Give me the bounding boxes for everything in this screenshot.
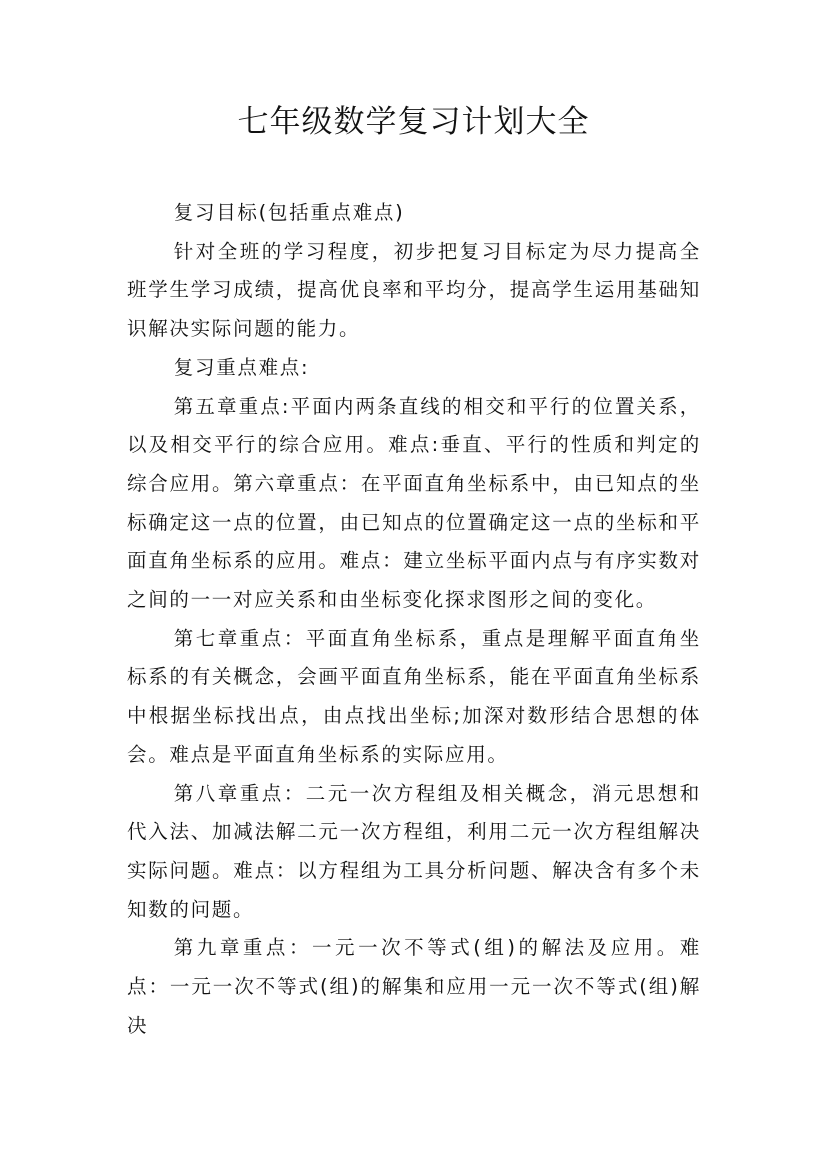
paragraph-chapter-9: 第九章重点：一元一次不等式(组)的解法及应用。难点：一元一次不等式(组)的解集和应用一元一次不等式(组)解决: [127, 936, 701, 1037]
document-body: [127, 194, 701, 1045]
paragraph-key-points-heading: 复习重点难点:: [173, 355, 310, 379]
paragraph-chapter-5-6: 第五章重点:平面内两条直线的相交和平行的位置关系，以及相交平行的综合应用。难点:垂直、平行的性质和判定的综合应用。第六章重点：在平面直角坐标系中，由已知点的坐标确定这一点的位置，由已知点的位置确定这一点的坐标和平面直角坐标系的应用。难点：建立坐标平面内点与有序实数对之间的一一对应关系和由坐标变化探求图形之间的变化。: [127, 394, 701, 612]
paragraph-chapter-8: 第八章重点：二元一次方程组及相关概念，消元思想和代入法、加减法解二元一次方程组，利用二元一次方程组解决实际问题。难点：以方程组为工具分析问题、解决含有多个未知数的问题。: [127, 781, 701, 921]
paragraph-chapter-7: 第七章重点：平面直角坐标系，重点是理解平面直角坐标系的有关概念，会画平面直角坐标系，能在平面直角坐标系中根据坐标找出点，由点找出坐标;加深对数形结合思想的体会。难点是平面直角坐标系的实际应用。: [127, 626, 701, 766]
paragraph-review-goal: 针对全班的学习程度，初步把复习目标定为尽力提高全班学生学习成绩，提高优良率和平均分，提高学生运用基础知识解决实际问题的能力。: [127, 239, 701, 341]
document-title: 七年级数学复习计划大全: [237, 104, 590, 140]
paragraph-review-goal-heading: 复习目标(包括重点难点): [173, 201, 405, 224]
